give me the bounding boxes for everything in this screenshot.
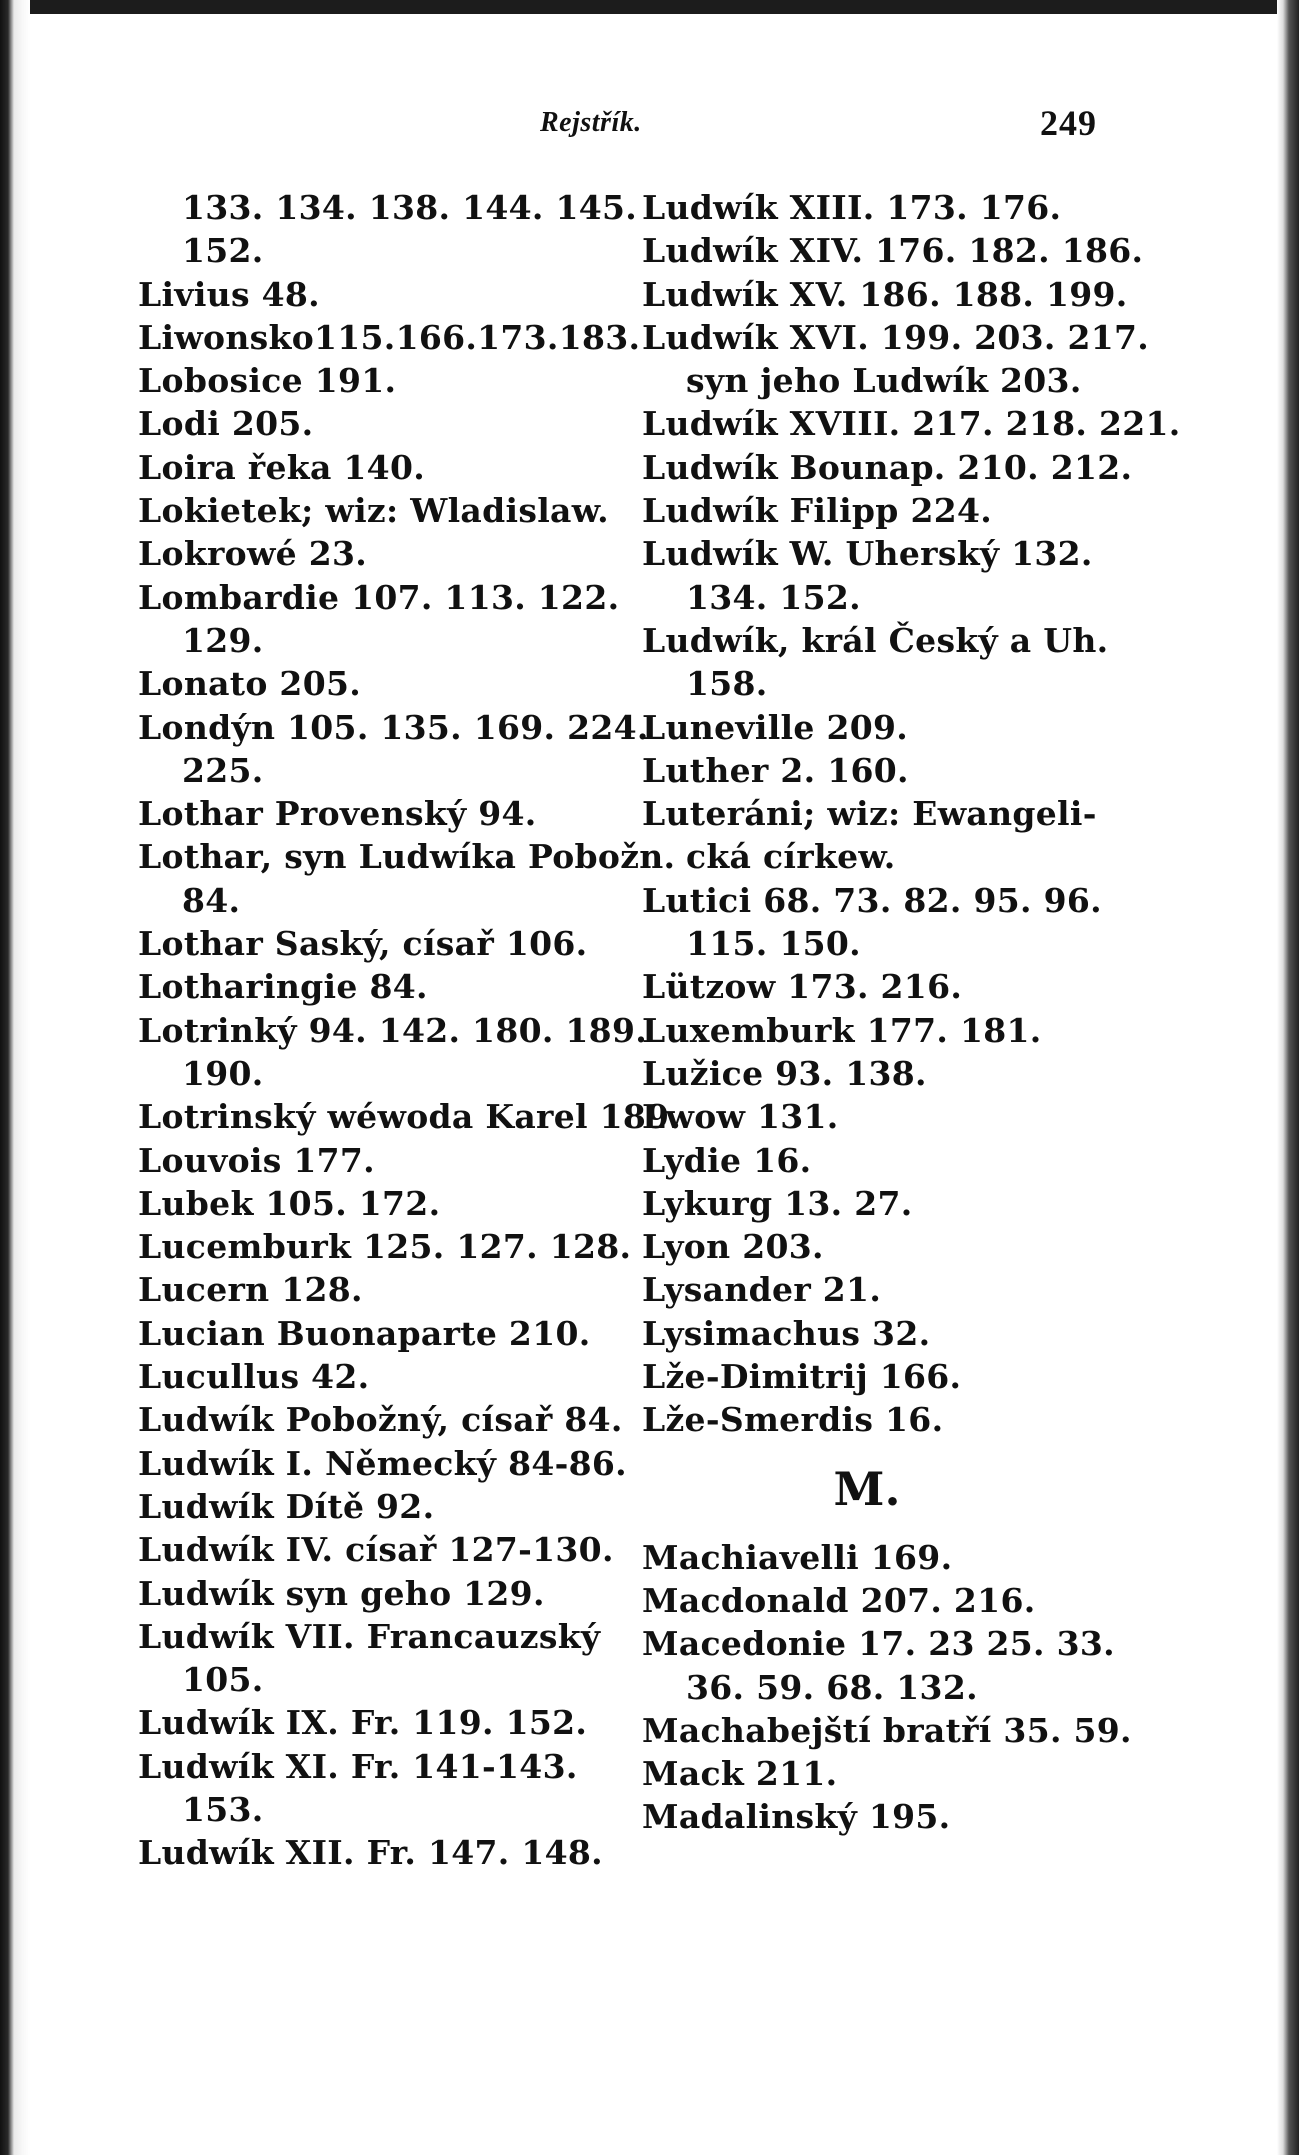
index-entry-continuation: 36. 59. 68. 132. [686, 1667, 978, 1707]
index-entry: Lotrinký 94. 142. 180. 189. [138, 1010, 647, 1050]
index-entry: Lysimachus 32. [642, 1313, 931, 1353]
running-header-title: Rejstřík. [540, 107, 642, 138]
index-entry-continuation: 129. [182, 620, 264, 660]
index-entry: Liwonsko115.166.173.183. [138, 317, 641, 357]
page-top-edge [0, 0, 1299, 14]
index-entry: Machiavelli 169. [642, 1537, 953, 1577]
index-entry: Lwow 131. [642, 1097, 839, 1137]
index-entry: Ludwík Filipp 224. [642, 491, 993, 531]
index-entry: Luteráni; wiz: Ewangeli- [642, 794, 1097, 834]
index-entry: Luxemburk 177. 181. [642, 1010, 1042, 1050]
index-entry: Ludwík Bounap. 210. 212. [642, 447, 1133, 487]
index-entry: Loira řeka 140. [138, 447, 425, 487]
index-entry-continuation: syn jeho Ludwík 203. [686, 361, 1082, 401]
index-entry: Luneville 209. [642, 707, 909, 747]
index-entry: Ludwík I. Německý 84-86. [138, 1443, 627, 1483]
index-entry: Lucemburk 125. 127. 128. [138, 1227, 632, 1267]
index-entry: Lokrowé 23. [138, 534, 368, 574]
index-entry: Lonato 205. [138, 664, 362, 704]
section-heading: M. [833, 1461, 901, 1516]
index-entry: Ludwík XIV. 176. 182. 186. [642, 231, 1144, 271]
index-entry: Lothar Saský, císař 106. [138, 924, 588, 964]
index-entry: Lucian Buonaparte 210. [138, 1313, 591, 1353]
index-entry: Lothar, syn Ludwíka Pobožn. [138, 837, 676, 877]
index-entry: Ludwík XI. Fr. 141-143. [138, 1746, 578, 1786]
index-entry-continuation: 134. 152. [686, 577, 861, 617]
index-entry: Ludwík XVI. 199. 203. 217. [642, 317, 1150, 357]
index-entry: Lodi 205. [138, 404, 314, 444]
index-entry: Macedonie 17. 23 25. 33. [642, 1624, 1115, 1664]
index-entry: Lže-Smerdis 16. [642, 1400, 944, 1440]
index-entry: Lombardie 107. 113. 122. [138, 577, 620, 617]
index-entry: Ludwík Pobožný, císař 84. [138, 1400, 623, 1440]
index-entry: Ludwík VII. Francauzský [138, 1616, 601, 1656]
index-entry-continuation: 115. 150. [686, 924, 861, 964]
index-entry: Lotharingie 84. [138, 967, 428, 1007]
index-entry: Louvois 177. [138, 1140, 375, 1180]
index-entry: Madalinský 195. [642, 1797, 951, 1837]
index-entry: Lobosice 191. [138, 361, 397, 401]
index-entry: Ludwík XIII. 173. 176. [642, 188, 1062, 227]
index-entry: Londýn 105. 135. 169. 224. [138, 707, 649, 747]
index-column-left [138, 186, 682, 1875]
index-entry: Ludwík, král Český a Uh. [642, 620, 1109, 660]
index-entry-continuation: 153. [182, 1789, 264, 1829]
index-entry: Lokietek; wiz: Wladislaw. [138, 491, 609, 531]
index-entry: Ludwík XVIII. 217. 218. 221. [642, 404, 1181, 444]
index-entry-continuation: 84. [182, 880, 241, 920]
index-entry: Lothar Provenský 94. [138, 794, 537, 834]
index-entry-continuation: 190. [182, 1053, 264, 1093]
index-entry: Ludwík syn geho 129. [138, 1573, 545, 1613]
index-entry: Lyon 203. [642, 1227, 824, 1267]
index-entry: Ludwík W. Uherský 132. [642, 534, 1093, 574]
index-entry: Lysander 21. [642, 1270, 882, 1310]
index-entry-continuation: 158. [686, 664, 768, 704]
index-entry: Machabejští bratří 35. 59. [642, 1710, 1132, 1750]
index-entry: Lubek 105. 172. [138, 1183, 441, 1223]
index-entry: Lutici 68. 73. 82. 95. 96. [642, 880, 1102, 920]
index-entry: Ludwík IV. císař 127-130. [138, 1530, 614, 1570]
index-entry: Mack 211. [642, 1754, 838, 1794]
index-entry: Lužice 93. 138. [642, 1053, 927, 1093]
index-entry: Ludwík XV. 186. 188. 199. [642, 274, 1128, 314]
index-entry-continuation: 225. [182, 750, 264, 790]
index-entry-continuation: 105. [182, 1660, 264, 1700]
index-entry: Ludwík XII. Fr. 147. 148. [138, 1833, 603, 1873]
index-entry: Lydie 16. [642, 1140, 812, 1180]
index-entry: Ludwík Dítě 92. [138, 1486, 435, 1526]
index-column-right [642, 186, 1181, 1839]
index-entry: Luther 2. 160. [642, 750, 909, 790]
page-right-edge [1277, 0, 1299, 2155]
page-left-edge [0, 0, 30, 2155]
index-entry: Ludwík IX. Fr. 119. 152. [138, 1703, 588, 1743]
index-entry-continuation: cká církew. [686, 837, 896, 877]
index-entry: Macdonald 207. 216. [642, 1580, 1036, 1620]
index-entry: Lützow 173. 216. [642, 967, 963, 1007]
index-entry-continuation: 152. [182, 231, 264, 271]
index-entry-continuation: 133. 134. 138. 144. 145. [182, 188, 638, 227]
index-entry: Lucullus 42. [138, 1357, 370, 1397]
index-entry: Lotrinský wéwoda Karel 189. [138, 1097, 682, 1137]
index-entry: Lucern 128. [138, 1270, 363, 1310]
index-entry: Lykurg 13. 27. [642, 1183, 913, 1223]
index-entry: Livius 48. [138, 274, 320, 314]
page-number: 249 [1040, 103, 1097, 143]
index-entry: Lže-Dimitrij 166. [642, 1357, 962, 1397]
